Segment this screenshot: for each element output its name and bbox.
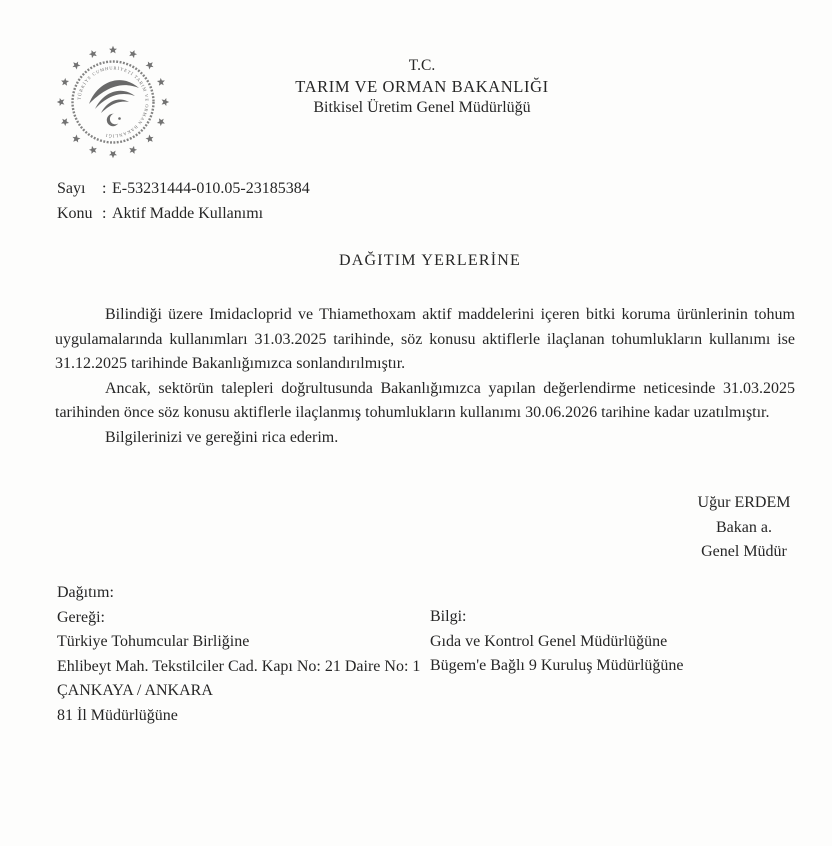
signer-title: Genel Müdür [701, 543, 787, 560]
signer-role: Bakan a. [716, 518, 772, 536]
document-meta [57, 176, 310, 226]
bilgi-label: Bilgi: [430, 608, 467, 625]
bilgi-column [430, 605, 760, 679]
geregi-column [57, 581, 437, 728]
konu-label: Konu [57, 205, 93, 222]
sayi-colon: : [102, 180, 107, 197]
konu-value: Aktif Madde Kullanımı [112, 205, 264, 222]
recipient-heading: DAĞITIM YERLERİNE [338, 252, 522, 269]
bilgi-item: Bügem'e Bağlı 9 Kuruluş Müdürlüğüne [430, 657, 684, 674]
seal-leaf-emblem [89, 80, 139, 113]
konu-row [57, 201, 310, 226]
letterhead-tc: T.C. [408, 57, 436, 74]
seal-crescent-icon [107, 114, 121, 127]
geregi-item: 81 İl Müdürlüğüne [57, 706, 178, 724]
letter-body [55, 303, 795, 450]
signer-name: Uğur ERDEM [697, 494, 791, 511]
body-paragraph: Ancak, sektörün talepleri doğrultusunda Bakanlığımızca yapılan değerlendirme neticesinde 31.03.2025 tarihinden önce söz konusu aktiflerle ilaçlanmış tohumlukların kullanımı 30.06.2026 tarihine kadar uzatılmıştır. [55, 379, 795, 421]
seal-ring-text: TÜRKİYE CUMHURİYETİ TARIM VE ORMAN BAKANLIĞI [76, 65, 150, 139]
sayi-value: E-53231444-010.05-23185384 [112, 180, 310, 197]
body-paragraph: Bilindiği üzere Imidacloprid ve Thiamethoxam aktif maddelerini içeren bitki koruma ürünlerinin tohum uygulamalarında kullanımları 31.03.2025 tarihinde, söz konusu aktiflerle ilaçlanan tohumlukların kullanımı ise 31.12.2025 tarihinde Bakanlığımızca sonlandırılmıştır. [55, 306, 795, 372]
sayi-row [57, 176, 310, 201]
letterhead-ministry: TARIM VE ORMAN BAKANLIĞI [295, 77, 549, 96]
geregi-item: Türkiye Tohumcular Birliğine [57, 633, 250, 650]
sayi-label: Sayı [57, 180, 86, 197]
distribution-title: Dağıtım: [57, 584, 114, 601]
closing-sentence: Bilgilerinizi ve gereğini rica ederim. [105, 428, 339, 446]
geregi-label: Gereği: [57, 608, 105, 626]
konu-colon: : [102, 205, 107, 222]
ministry-seal-icon [53, 42, 173, 162]
letterhead-directorate: Bitkisel Üretim Genel Müdürlüğü [313, 99, 531, 116]
signature-block [698, 491, 791, 565]
bilgi-item: Gıda ve Kontrol Genel Müdürlüğüne [430, 632, 668, 650]
letterhead [295, 56, 548, 118]
geregi-item: Ehlibeyt Mah. Tekstilciler Cad. Kapı No: 21 Daire No: 1 ÇANKAYA / ANKARA [57, 657, 421, 699]
